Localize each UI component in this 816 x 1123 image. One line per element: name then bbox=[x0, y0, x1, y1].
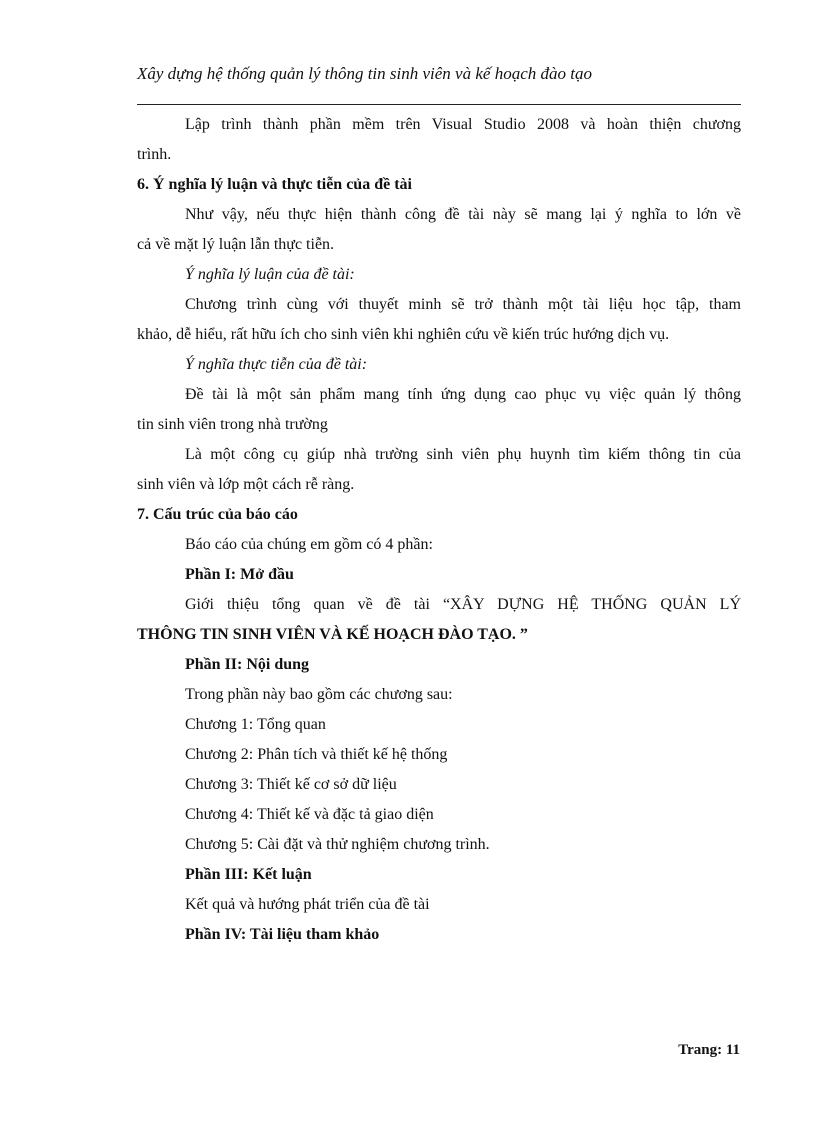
text-line: sinh viên và lớp một cách rễ ràng. bbox=[137, 476, 355, 493]
chapter-item: Chương 5: Cài đặt và thử nghiệm chương trình. bbox=[185, 836, 490, 853]
chapter-item: Chương 1: Tổng quan bbox=[185, 716, 326, 733]
part-heading: Phần IV: Tài liệu tham khảo bbox=[185, 926, 380, 943]
text-line: khảo, dễ hiểu, rất hữu ích cho sinh viên khi nghiên cứu về kiến trúc hướng dịch vụ. bbox=[137, 326, 670, 343]
part-heading: Phần III: Kết luận bbox=[185, 866, 312, 883]
text-line: Lập trình thành phần mềm trên Visual Studio 2008 và hoàn thiện chương bbox=[185, 116, 741, 133]
text-line: Đề tài là một sản phẩm mang tính ứng dụng cao phục vụ việc quản lý thông bbox=[185, 386, 741, 403]
header-divider bbox=[137, 104, 741, 105]
text-line: THÔNG TIN SINH VIÊN VÀ KẾ HOẠCH ĐÀO TẠO. ” bbox=[137, 626, 528, 643]
text-line: Là một công cụ giúp nhà trường sinh viên phụ huynh tìm kiếm thông tin của bbox=[185, 446, 741, 463]
part-heading: Phần II: Nội dung bbox=[185, 656, 310, 673]
text-line: Như vậy, nếu thực hiện thành công đề tài này sẽ mang lại ý nghĩa to lớn về bbox=[185, 206, 741, 223]
text-line: Chương trình cùng với thuyết minh sẽ trở thành một tài liệu học tập, tham bbox=[185, 296, 741, 313]
chapter-item: Chương 4: Thiết kế và đặc tả giao diện bbox=[185, 806, 434, 823]
text-line: Kết quả và hướng phát triển của đề tài bbox=[185, 896, 430, 913]
page-body bbox=[137, 110, 741, 950]
text-line: Báo cáo của chúng em gồm có 4 phần: bbox=[185, 536, 433, 553]
text-line: Trong phần này bao gồm các chương sau: bbox=[185, 686, 453, 703]
text-line: Giới thiệu tổng quan về đề tài “XÂY DỰNG HỆ THỐNG QUẢN LÝ bbox=[185, 596, 741, 613]
section-heading: 7. Cấu trúc của báo cáo bbox=[137, 506, 298, 523]
text-line: trình. bbox=[137, 146, 172, 163]
text-line: tin sinh viên trong nhà trường bbox=[137, 416, 328, 433]
part-heading: Phần I: Mở đầu bbox=[185, 566, 294, 583]
page-number: Trang: 11 bbox=[678, 1042, 740, 1058]
text-line: cả về mặt lý luận lẫn thực tiễn. bbox=[137, 236, 335, 253]
chapter-item: Chương 3: Thiết kế cơ sở dữ liệu bbox=[185, 776, 397, 793]
running-header: Xây dựng hệ thống quản lý thông tin sinh viên và kế hoạch đào tạo bbox=[137, 64, 592, 83]
subheading: Ý nghĩa lý luận của đề tài: bbox=[185, 266, 355, 283]
subheading: Ý nghĩa thực tiễn của đề tài: bbox=[185, 356, 368, 373]
chapter-item: Chương 2: Phân tích và thiết kế hệ thống bbox=[185, 746, 448, 763]
section-heading: 6. Ý nghĩa lý luận và thực tiễn của đề tài bbox=[137, 176, 412, 193]
